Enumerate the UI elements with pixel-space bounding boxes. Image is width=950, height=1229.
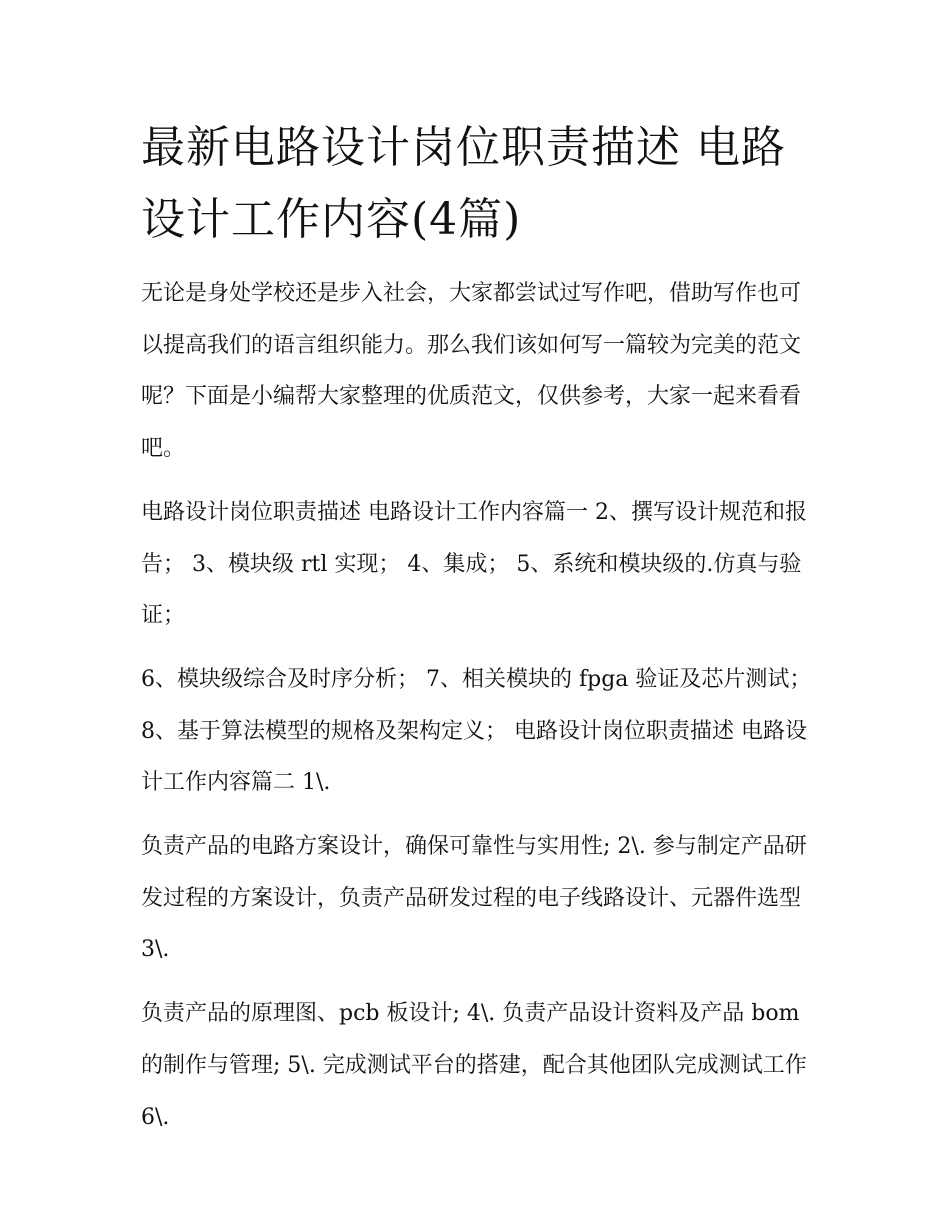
paragraph-intro: 无论是身处学校还是步入社会，大家都尝试过写作吧，借助写作也可以提高我们的语言组织能力。那么我们该如何写一篇较为完美的范文呢？下面是小编帮大家整理的优质范文，仅供参考，大家一起来看看吧。 (141, 281, 802, 462)
paragraph-duty-3-5: 负责产品的原理图、pcb 板设计; 4\. 负责产品设计资料及产品 bom 的制作与管理; 5\. 完成测试平台的搭建，配合其他团队完成测试工作 6\. (141, 1001, 807, 1130)
paragraph-duty-1-2: 负责产品的电路方案设计，确保可靠性与实用性; 2\. 参与制定产品研发过程的方案设计，负责产品研发过程的电子线路设计、元器件选型 3\. (141, 834, 807, 963)
document-title: 最新电路设计岗位职责描述 电路设计工作内容(4篇) (141, 122, 786, 245)
document-body (141, 112, 813, 1143)
paragraph-items-6-8: 6、模块级综合及时序分析； 7、相关模块的 fpga 验证及芯片测试； 8、基于算法模型的规格及架构定义； 电路设计岗位职责描述 电路设计工作内容篇二 1\. (141, 666, 812, 796)
paragraph-part-one: 电路设计岗位职责描述 电路设计工作内容篇一 2、撰写设计规范和报告； 3、模块级 rtl 实现； 4、集成； 5、系统和模块级的.仿真与验证； (141, 499, 807, 629)
